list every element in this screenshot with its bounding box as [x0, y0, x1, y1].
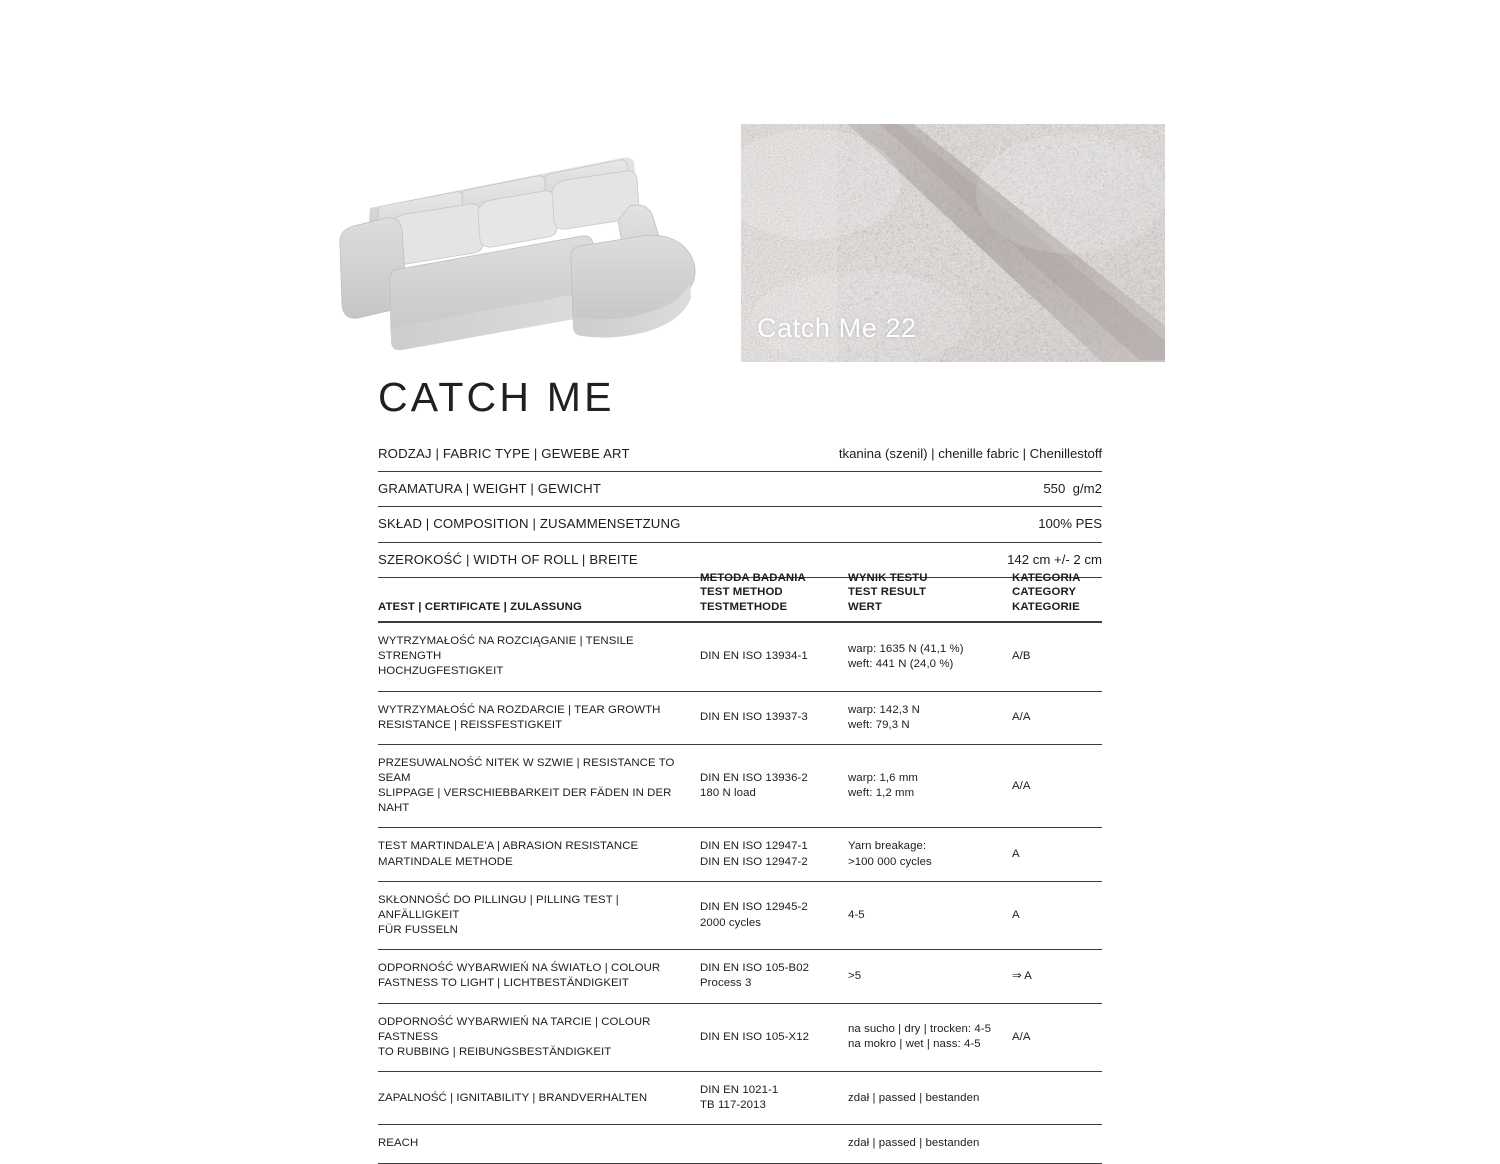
fabric-swatch [741, 124, 1165, 362]
method-line1: DIN EN ISO 12945-2 [700, 901, 808, 914]
header-category-line1: KATEGORIA [1012, 572, 1081, 584]
specification-table [378, 437, 1102, 578]
method-line1: DIN EN ISO 13934-1 [700, 650, 808, 663]
table-row [378, 1125, 1102, 1163]
spec-value: 142 cm +/- 2 cm [765, 542, 1102, 577]
swatch-label: Catch Me 22 [757, 313, 917, 343]
cell-category: A [1006, 828, 1102, 881]
certificate-line2: SLIPPAGE | VERSCHIEBBARKEIT DER FÄDEN IN DER NAHT [378, 787, 672, 815]
cell-certificate [378, 691, 700, 744]
table-row [378, 1003, 1102, 1071]
certificate-line2: TO RUBBING | REIBUNGSBESTÄNDIGKEIT [378, 1045, 612, 1058]
cell-method [700, 1125, 848, 1163]
spec-value: 100% PES [765, 507, 1102, 542]
header-method [700, 571, 848, 622]
certificate-line2: RESISTANCE | REISSFESTIGKEIT [378, 718, 563, 731]
table-row [378, 622, 1102, 691]
result-line2: >100 000 cycles [848, 855, 932, 868]
header-category-line3: KATEGORIE [1012, 600, 1080, 613]
result-line1: warp: 1635 N (41,1 %) [848, 642, 964, 655]
cell-certificate [378, 622, 700, 691]
result-line2: na mokro | wet | nass: 4-5 [848, 1038, 981, 1051]
cell-certificate [378, 950, 700, 1003]
header-result [848, 571, 1006, 622]
spec-label: RODZAJ | FABRIC TYPE | GEWEBE ART [378, 437, 765, 472]
method-line2: 180 N load [700, 787, 756, 800]
certificate-line2: FÜR FUSSELN [378, 924, 458, 937]
header-result-line1: WYNIK TESTU [848, 572, 928, 584]
table-row [378, 691, 1102, 744]
method-line1: DIN EN ISO 105-B02 [700, 962, 810, 975]
cell-result [848, 950, 1006, 1003]
cell-method [700, 691, 848, 744]
cell-certificate [378, 1072, 700, 1125]
cell-category: A/B [1006, 622, 1102, 691]
spec-label: GRAMATURA | WEIGHT | GEWICHT [378, 472, 765, 507]
certificate-line2: MARTINDALE METHODE [378, 855, 513, 868]
cell-method [700, 950, 848, 1003]
table-row [378, 828, 1102, 881]
result-line1: 4-5 [848, 908, 865, 921]
header-method-line1: METODA BADANIA [700, 572, 806, 584]
table-row [378, 1072, 1102, 1125]
certificate-line1: ODPORNOŚĆ WYBARWIEŃ NA TARCIE | COLOUR FASTNESS [378, 1015, 651, 1043]
method-line2: 2000 cycles [700, 916, 762, 929]
test-results-table [378, 571, 1102, 1164]
method-line2: Process 3 [700, 977, 752, 990]
test-table-header-row [378, 571, 1102, 622]
certificate-line2: HOCHZUGFESTIGKEIT [378, 665, 504, 678]
cell-certificate [378, 1125, 700, 1163]
cell-result [848, 1125, 1006, 1163]
header-certificate-line: ATEST | CERTIFICATE | ZULASSUNG [378, 600, 582, 613]
sofa-svg [330, 150, 730, 350]
certificate-line1: WYTRZYMAŁOŚĆ NA ROZDARCIE | TEAR GROWTH [378, 703, 661, 716]
sofa-illustration [330, 150, 730, 350]
cell-method [700, 828, 848, 881]
header-category [1006, 571, 1102, 622]
method-line1: DIN EN ISO 12947-1 [700, 840, 808, 853]
result-line2: weft: 1,2 mm [848, 787, 915, 800]
result-line1: Yarn breakage: [848, 840, 927, 853]
table-row [378, 950, 1102, 1003]
certificate-line1: TEST MARTINDALE'A | ABRASION RESISTANCE [378, 840, 639, 853]
cell-result [848, 881, 1006, 949]
spec-value: 550 g/m2 [765, 472, 1102, 507]
table-row [378, 744, 1102, 828]
cell-result [848, 691, 1006, 744]
cell-method [700, 1072, 848, 1125]
result-line1: >5 [848, 969, 862, 982]
spec-row [378, 507, 1102, 542]
cell-certificate [378, 744, 700, 828]
spec-label: SKŁAD | COMPOSITION | ZUSAMMENSETZUNG [378, 507, 765, 542]
certificate-line2: FASTNESS TO LIGHT | LICHTBESTÄNDIGKEIT [378, 977, 629, 990]
cell-method [700, 622, 848, 691]
certificate-line1: SKŁONNOŚĆ DO PILLINGU | PILLING TEST | ANFÄLLIGKEIT [378, 893, 619, 921]
result-line1: zdał | passed | bestanden [848, 1137, 980, 1150]
certificate-line1: PRZESUWALNOŚĆ NITEK W SZWIE | RESISTANCE TO SEAM [378, 756, 675, 785]
header-method-line2: TEST METHOD [700, 586, 783, 599]
cell-category: A [1006, 881, 1102, 949]
result-line2: weft: 441 N (24,0 %) [848, 657, 954, 670]
spec-row [378, 437, 1102, 472]
header-category-line2: CATEGORY [1012, 586, 1077, 599]
cell-category: A/A [1006, 744, 1102, 828]
cell-result [848, 828, 1006, 881]
header-result-line3: WERT [848, 600, 882, 613]
spec-value: tkanina (szenil) | chenille fabric | Chenillestoff [765, 437, 1102, 472]
method-line1: DIN EN 1021-1 [700, 1084, 779, 1097]
certificate-line1: REACH [378, 1137, 419, 1150]
cell-certificate [378, 1003, 700, 1071]
cell-method [700, 1003, 848, 1071]
cell-category: ⇒ A [1006, 950, 1102, 1003]
cell-category [1006, 1125, 1102, 1163]
header-method-line3: TESTMETHODE [700, 600, 788, 613]
page-title: CATCH ME [378, 374, 615, 420]
table-row [378, 881, 1102, 949]
cell-method [700, 881, 848, 949]
cell-result [848, 1003, 1006, 1071]
result-line1: na sucho | dry | trocken: 4-5 [848, 1023, 992, 1036]
method-line1: DIN EN ISO 13937-3 [700, 711, 808, 724]
certificate-line1: ODPORNOŚĆ WYBARWIEŃ NA ŚWIATŁO | COLOUR [378, 962, 661, 975]
cell-method [700, 744, 848, 828]
method-line1: DIN EN ISO 105-X12 [700, 1030, 810, 1043]
cell-result [848, 1072, 1006, 1125]
method-line1: DIN EN ISO 13936-2 [700, 772, 808, 785]
certificate-line1: ZAPALNOŚĆ | IGNITABILITY | BRANDVERHALTEN [378, 1091, 648, 1104]
cell-category: A/A [1006, 1003, 1102, 1071]
cell-category [1006, 1072, 1102, 1125]
cell-category: A/A [1006, 691, 1102, 744]
method-line2: TB 117-2013 [700, 1099, 766, 1112]
header-result-line2: TEST RESULT [848, 586, 927, 599]
result-line2: weft: 79,3 N [848, 718, 910, 731]
cell-result [848, 622, 1006, 691]
cell-result [848, 744, 1006, 828]
result-line1: zdał | passed | bestanden [848, 1091, 980, 1104]
result-line1: warp: 142,3 N [848, 703, 920, 716]
spec-row [378, 472, 1102, 507]
header-certificate [378, 571, 700, 622]
spec-label: SZEROKOŚĆ | WIDTH OF ROLL | BREITE [378, 542, 765, 577]
cell-certificate [378, 881, 700, 949]
result-line1: warp: 1,6 mm [848, 772, 918, 785]
certificate-line1: WYTRZYMAŁOŚĆ NA ROZCIĄGANIE | TENSILE STRENGTH [378, 635, 634, 663]
cell-certificate [378, 828, 700, 881]
method-line2: DIN EN ISO 12947-2 [700, 855, 808, 868]
